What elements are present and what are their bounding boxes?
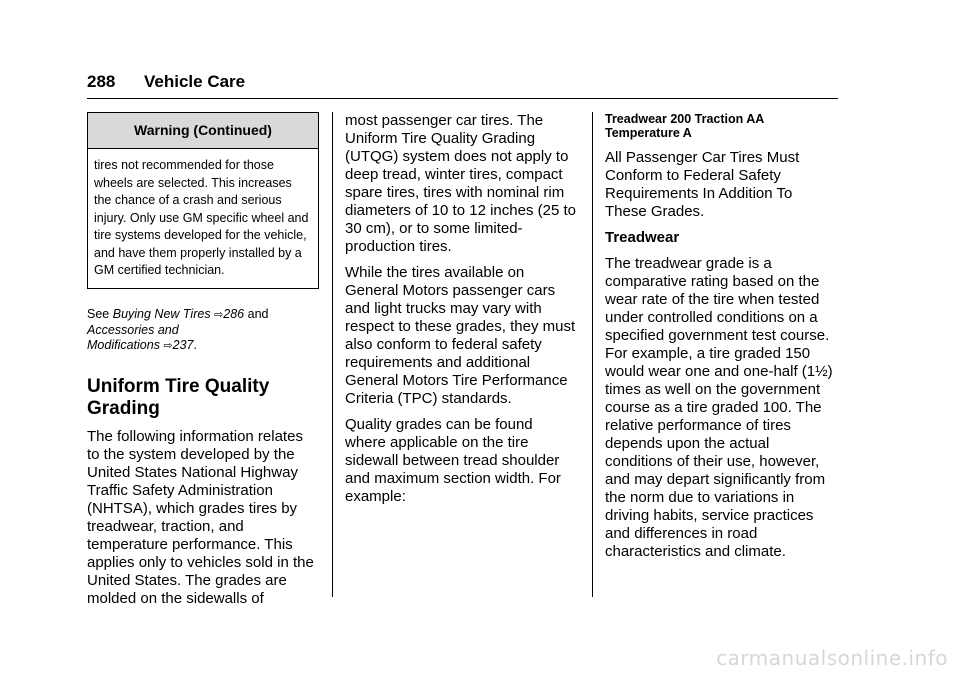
warning-box bbox=[87, 112, 319, 289]
page-ref-286[interactable]: 286 bbox=[223, 306, 245, 321]
page-ref-237[interactable]: 237 bbox=[172, 337, 194, 352]
grade-example: Treadwear 200 Traction AA Temperature A bbox=[605, 112, 764, 140]
warning-title: Warning (Continued) bbox=[88, 113, 318, 149]
section-title: Vehicle Care bbox=[144, 72, 246, 91]
heading-treadwear: Treadwear bbox=[605, 229, 680, 246]
watermark: carmanualsonline.info bbox=[716, 646, 948, 670]
see-prefix: See bbox=[87, 306, 110, 321]
link-buying-new-tires[interactable]: Buying New Tires bbox=[112, 306, 211, 321]
paragraph-utqg-intro: The following information relates to the system developed by the United States National Highway Traffic Safety Administration (NHTSA), which grades tires by treadwear, traction, and temperature performance. This applies only to vehicles sold in the United States. The grades are molded on the sidewalls of bbox=[87, 427, 314, 607]
paragraph-treadwear: The treadwear grade is a comparative rating based on the wear rate of the tire when tested under controlled conditions on a specified government test course. For example, a tire graded 150 would wear one and one-half (1½) times as well on the government course as a tire graded 100. The relative performance of tires depends upon the actual conditions of their use, however, and may depart significantly from the norm due to variations in driving habits, service practices and differences in road characteristics and climate. bbox=[605, 255, 833, 560]
see-end: . bbox=[193, 337, 197, 352]
link-modifications[interactable]: Modifications bbox=[87, 337, 160, 352]
see-and: and bbox=[247, 306, 269, 321]
column-divider-1 bbox=[332, 112, 333, 597]
page-ref-arrow-icon: ⇨ bbox=[214, 308, 224, 321]
page-header bbox=[87, 72, 838, 99]
see-also-line bbox=[87, 307, 319, 354]
paragraph-quality-grades: Quality grades can be found where applicable on the tire sidewall between tread shoulder and maximum section width. For example: bbox=[345, 416, 561, 505]
column-divider-2 bbox=[592, 112, 593, 597]
paragraph-utqg-scope: most passenger car tires. The Uniform Tire Quality Grading (UTQG) system does not apply to deep tread, winter tires, compact spare tires, tires with nominal rim diameters of 10 to 12 inches (25 to 30 cm), or to some limited-production tires. bbox=[345, 112, 576, 255]
link-accessories-and[interactable]: Accessories and bbox=[87, 322, 179, 337]
column-3 bbox=[605, 112, 837, 561]
page-number: 288 bbox=[87, 72, 116, 91]
column-2 bbox=[345, 112, 577, 506]
page-ref-arrow-icon-2: ⇨ bbox=[163, 339, 173, 352]
federal-requirements-note: All Passenger Car Tires Must Conform to Federal Safety Requirements In Addition To These Grades. bbox=[605, 149, 800, 220]
heading-utqg: Uniform Tire Quality Grading bbox=[87, 375, 270, 419]
paragraph-gm-tpc: While the tires available on General Motors passenger cars and light trucks may vary with respect to these grades, they must also conform to federal safety requirements and additional General Motors Tire Performance Criteria (TPC) standards. bbox=[345, 264, 576, 407]
warning-body: tires not recommended for those wheels are selected. This increases the chance of a crash and serious injury. Only use GM specific wheel and tire systems developed for the vehicle, and have them properly installed by a GM certified technician. bbox=[94, 158, 309, 277]
column-1 bbox=[87, 112, 319, 608]
